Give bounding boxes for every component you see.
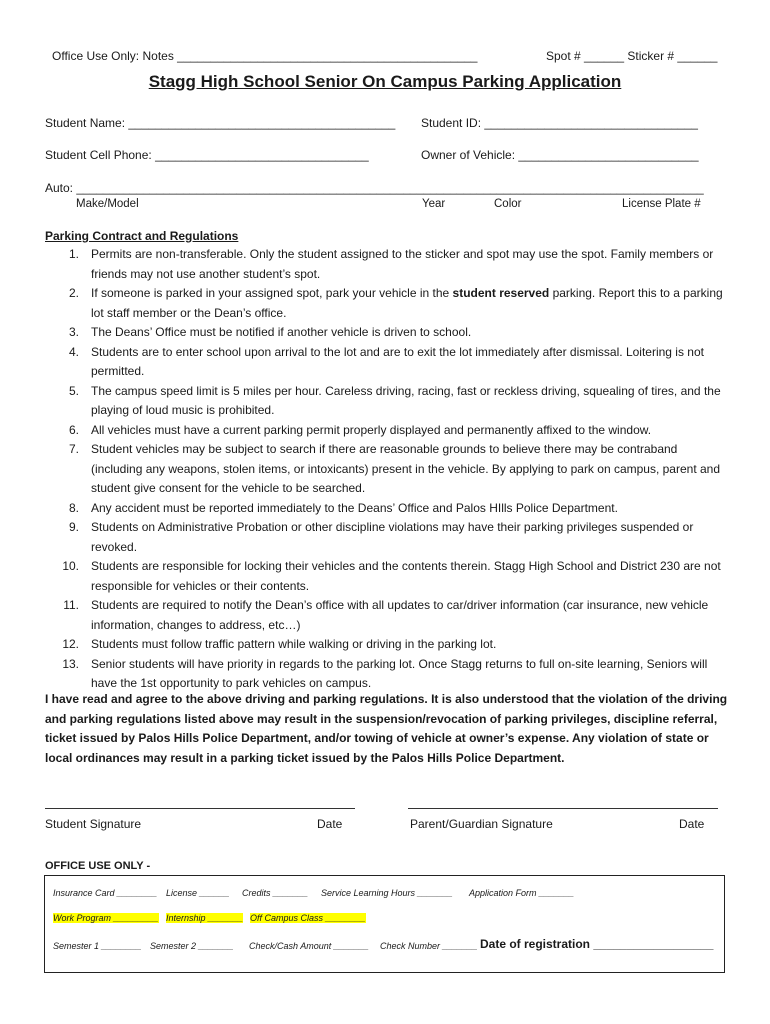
rule-item: 12. Students must follow traffic pattern while walking or driving in the parking lot. xyxy=(62,637,497,651)
rule-item: 9. Students on Administrative Probation or other discipline violations may have their parking privileges suspended or revoked. xyxy=(68,520,694,554)
year-label: Year xyxy=(422,198,446,210)
rule-item: 10. Students are responsible for locking their vehicles and the contents therein. Stagg High School and District 230 are not responsible for vehicles or their contents. xyxy=(62,559,721,593)
contract-heading: Parking Contract and Regulations xyxy=(45,229,239,243)
credits-field[interactable]: Credits _______ xyxy=(242,888,309,898)
semester1-field[interactable]: Semester 1 ________ xyxy=(53,941,142,951)
office-notes-line: Office Use Only: Notes _____________________________________________ xyxy=(52,49,478,63)
auto-field[interactable]: Auto: ______________________________________________________________________________________________ xyxy=(45,181,704,195)
work-program-field[interactable]: Work Program _________ xyxy=(53,913,159,923)
student-signature-label: Student Signature xyxy=(45,817,142,831)
student-date-label: Date xyxy=(317,817,343,831)
check-cash-amount-field[interactable]: Check/Cash Amount _______ xyxy=(249,941,369,951)
page-title: Stagg High School Senior On Campus Parking Application xyxy=(148,72,622,91)
service-learning-field[interactable]: Service Learning Hours _______ xyxy=(321,888,453,898)
parent-signature-line[interactable] xyxy=(408,808,718,809)
off-campus-class-field[interactable]: Off Campus Class ________ xyxy=(250,913,366,923)
rule-item: 1. Permits are non-transferable. Only the student assigned to the sticker and spot may use the spot. Family members or friends may not use another student’s spot. xyxy=(68,247,714,281)
rule-item: 8. Any accident must be reported immediately to the Deans’ Office and Palos HIlls Police Department. xyxy=(68,500,618,515)
owner-vehicle-field[interactable]: Owner of Vehicle: ___________________________ xyxy=(421,148,699,162)
color-label: Color xyxy=(494,198,522,210)
rule-item: 6. All vehicles must have a current parking permit properly displayed and permanently affixed to the window. xyxy=(68,422,652,437)
office-use-box xyxy=(44,875,725,973)
student-signature-line[interactable] xyxy=(45,808,355,809)
student-name-field[interactable]: Student Name: ________________________________________ xyxy=(45,116,396,130)
license-field[interactable]: License ______ xyxy=(166,888,230,898)
rule-item: 7. Student vehicles may be subject to search if there are reasonable grounds to believe there may be contraband (including any weapons, stolen items, or intoxicants) present in the vehicle. By applying to park on campus, parent and student give consent for the vehicle to be searched. xyxy=(68,442,721,495)
rule-item: 3. The Deans’ Office must be notified if another vehicle is driven to school. xyxy=(68,325,472,339)
make-model-label: Make/Model xyxy=(76,198,139,210)
student-id-field[interactable]: Student ID: ________________________________ xyxy=(421,116,698,130)
insurance-card-field[interactable]: Insurance Card ________ xyxy=(53,888,158,898)
semester2-field[interactable]: Semester 2 _______ xyxy=(150,941,234,951)
agreement-text: I have read and agree to the above driving and parking regulations. It is also understood that the violation of the driving and parking regulations listed above may result in the suspension/revocation of parking privileges, discipline referral, ticket issued by Palos Hills Police Department, and/or towing of vehicle at owner’s expense. Any violation of state or local ordinances may result in a parking ticket issued by the Palos Hills Police Department. xyxy=(45,692,728,765)
rule-item: 11. Students are required to notify the Dean’s office with all updates to car/driver information (car insurance, new vehicle information, changes to address, etc…) xyxy=(63,598,709,632)
check-number-field[interactable]: Check Number _______ xyxy=(380,941,478,951)
application-form-field[interactable]: Application Form _______ xyxy=(469,888,575,898)
rule-item: 5. The campus speed limit is 5 miles per hour. Careless driving, racing, fast or reckless driving, squealing of tires, and the playing of loud music is prohibited. xyxy=(68,383,721,417)
rule-item: 13. Senior students will have priority in regards to the parking lot. Once Stagg returns to full on-site learning, Seniors will have the 1st opportunity to park vehicles on campus. xyxy=(62,656,708,690)
parent-date-label: Date xyxy=(679,817,705,831)
office-use-heading: OFFICE USE ONLY - xyxy=(45,860,151,872)
license-plate-label: License Plate # xyxy=(622,198,701,210)
student-cell-field[interactable]: Student Cell Phone: ________________________________ xyxy=(45,148,369,162)
rule-item: 4. Students are to enter school upon arrival to the lot and are to exit the lot immediately after dismissal. Loitering is not permitted. xyxy=(68,344,704,378)
rules-list xyxy=(45,245,730,694)
parent-signature-label: Parent/Guardian Signature xyxy=(410,817,553,831)
date-of-registration-field[interactable]: Date of registration __________________ xyxy=(480,937,714,951)
rule-item: 2. If someone is parked in your assigned spot, park your vehicle in the student reserved parking. Report this to a parking lot staff member or the Dean’s office. xyxy=(68,286,723,320)
internship-field[interactable]: Internship _______ xyxy=(166,913,244,923)
spot-sticker-line: Spot # ______ Sticker # ______ xyxy=(546,49,718,63)
